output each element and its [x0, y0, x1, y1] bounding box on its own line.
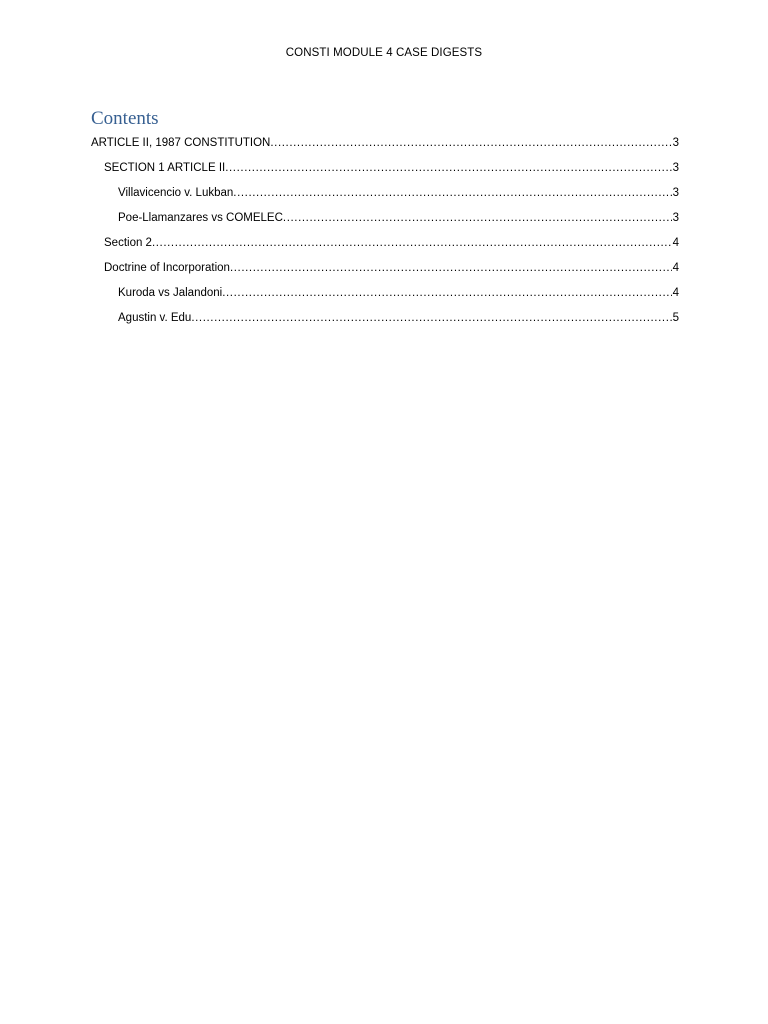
toc-entry-label: Kuroda vs Jalandoni: [118, 287, 223, 299]
toc-entry-label: Villavicencio v. Lukban: [118, 187, 234, 199]
toc-entry-page: 3: [672, 162, 679, 174]
toc-entry-page: 5: [672, 312, 679, 324]
toc-entry-page: 4: [672, 287, 679, 299]
toc-entry-page: 4: [672, 262, 679, 274]
dot-leader: [283, 209, 672, 227]
toc-entry-page: 3: [672, 137, 679, 149]
table-of-contents: [91, 134, 679, 334]
running-header: CONSTI MODULE 4 CASE DIGESTS: [285, 47, 483, 59]
toc-entry[interactable]: [91, 234, 679, 259]
toc-entry[interactable]: [91, 134, 679, 159]
toc-entry-page: 3: [672, 187, 679, 199]
toc-entry-page: 4: [672, 237, 679, 249]
toc-entry[interactable]: [91, 259, 679, 284]
toc-entry[interactable]: [91, 309, 679, 334]
toc-entry-label: SECTION 1 ARTICLE II: [104, 162, 226, 174]
toc-entry-label: Agustin v. Edu: [118, 312, 192, 324]
dot-leader: [230, 259, 672, 277]
toc-heading: Contents: [91, 108, 159, 129]
toc-entry[interactable]: [91, 284, 679, 309]
toc-entry[interactable]: [91, 159, 679, 184]
dot-leader: [225, 159, 671, 177]
toc-entry-label: Section 2: [104, 237, 152, 249]
dot-leader: [152, 234, 672, 252]
toc-entry-label: Doctrine of Incorporation: [104, 262, 230, 274]
toc-entry[interactable]: [91, 184, 679, 209]
dot-leader: [222, 284, 671, 302]
toc-entry-label: Poe-Llamanzares vs COMELEC: [118, 212, 283, 224]
dot-leader: [270, 134, 671, 152]
toc-entry-page: 3: [672, 212, 679, 224]
toc-entry-label: ARTICLE II, 1987 CONSTITUTION: [91, 137, 271, 149]
dot-leader: [191, 309, 671, 327]
dot-leader: [233, 184, 671, 202]
toc-entry[interactable]: [91, 209, 679, 234]
